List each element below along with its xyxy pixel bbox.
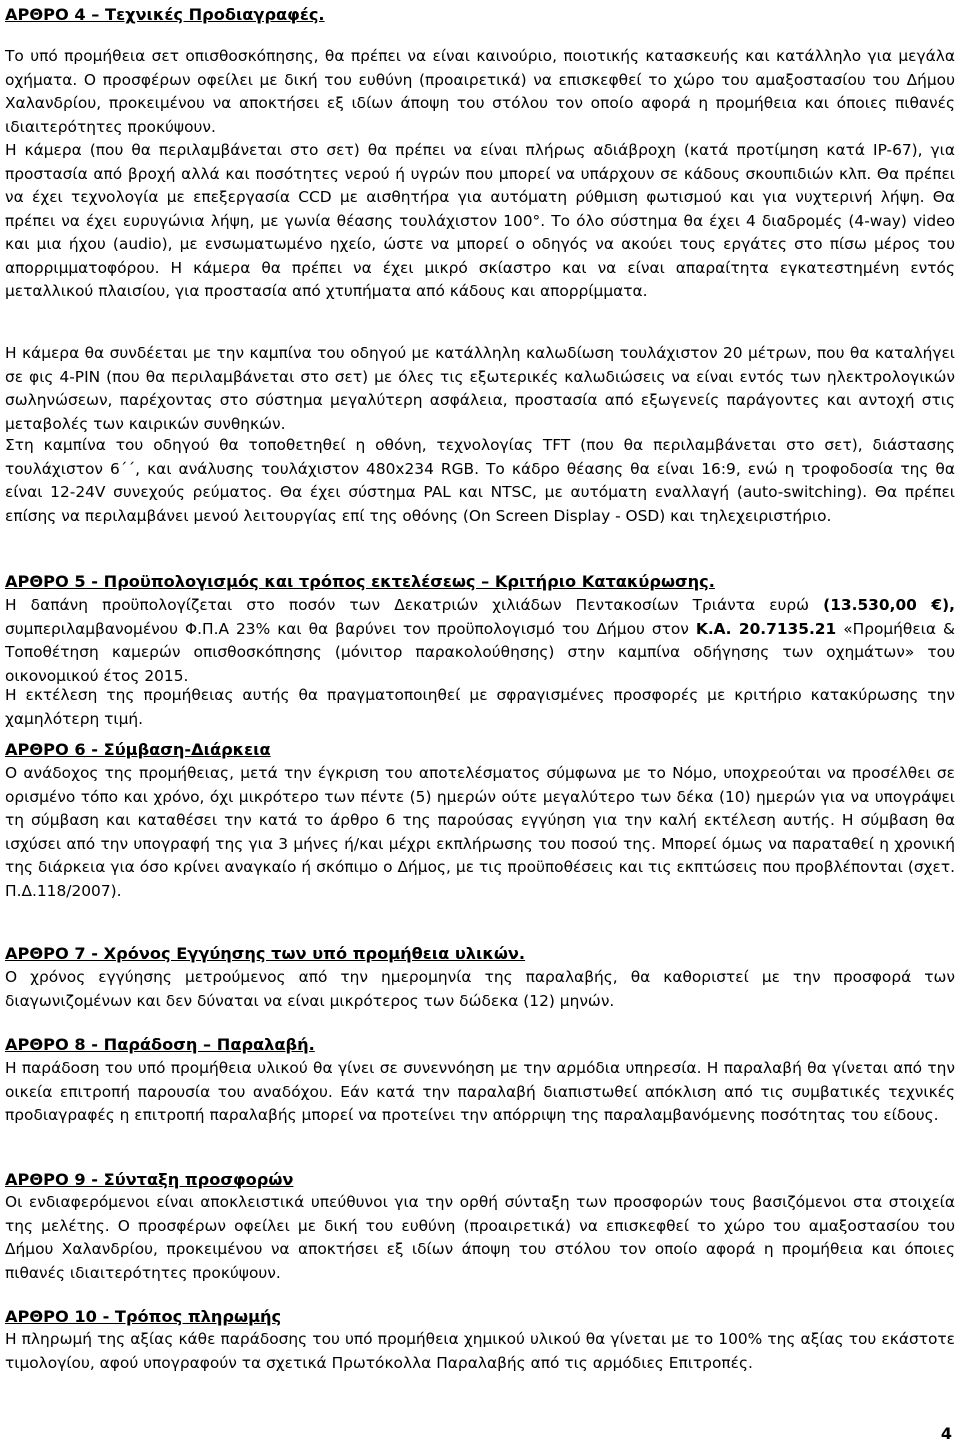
article-4-paragraph-3: Η κάμερα θα συνδέεται με την καμπίνα του οδηγού με κατάλληλη καλωδίωση τουλάχιστον 20 μέτρων, που θα καταλήγει σε φις 4-PIN (που θα περιλαμβάνεται στο σετ) με όλες τις εξωτερικές καλωδιώσεις να είναι εντός των ηλεκτρολογικών σωληνώσεων, παρέχοντας στο σύστημα μεγαλύτερη ασφάλεια, προστασία από εξωγενείς παράγοντες και αντοχή στις μεταβολές των καιρικών συνθηκών. [5,344,955,433]
article-5-text-a: Η δαπάνη προϋπολογίζεται στο ποσόν των Δεκατριών χιλιάδων Πεντακοσίων Τριάντα ευρώ [5,596,824,614]
article-10-paragraph: Η πληρωμή της αξίας κάθε παράδοσης του υπό προμήθεια χημικού υλικού θα γίνεται με το 100% της αξίας του εκάστοτε τιμολογίου, αφού υπογραφούν τα σχετικά Πρωτόκολλα Παραλαβής από τις αρμόδιες Επιτροπές. [5,1330,955,1372]
article-7-paragraph: Ο χρόνος εγγύησης μετρούμενος από την ημερομηνία της παραλαβής, θα καθοριστεί με την προσφορά των διαγωνιζομένων και δεν δύναται να είναι μικρότερος των δώδεκα (12) μηνών. [5,968,955,1010]
article-5-paragraph-1 [5,594,955,688]
article-6-paragraph: Ο ανάδοχος της προμήθειας, μετά την έγκριση του αποτελέσματος σύμφωνα με το Νόμο, υποχρεούται να προσέλθει σε ορισμένο τόπο και χρόνο, όχι μικρότερο των πέντε (5) ημερών ούτε μεγαλύτερο των δέκα (10) ημερών για να υπογράψει τη σύμβαση και καταθέσει την κατά το άρθρο 6 της παρούσας εγγύηση για την καλή εκτέλεση αυτής. Η σύμβαση θα ισχύσει από την υπογραφή της για 3 μήνες ή/και μέχρι εκπλήρωσης του ποσού της. Μπορεί όμως να παραταθεί η χρονική της διάρκεια για όσο κρίνει αναγκαίο ή σκόπιμο ο Δήμος, με τις προϋποθέσεις και τις εκπτώσεις που προβλέπονται (σχετ. Π.Δ.118/2007). [5,764,955,900]
article-8-paragraph: Η παράδοση του υπό προμήθεια υλικού θα γίνει σε συνεννόηση με την αρμόδια υπηρεσία. Η παραλαβή θα γίνεται από την οικεία επιτροπή παρουσία του αναδόχου. Εάν κατά την παραλαβή διαπιστωθεί απόκλιση από τις συμβατικές τεχνικές προδιαγραφές η επιτροπή παραλαβής μπορεί να προτείνει την απόρριψη της παραλαμβανόμενης ποσότητας του είδους. [5,1059,955,1124]
article-4-paragraph-1: Το υπό προμήθεια σετ οπισθοσκόπησης, θα πρέπει να είναι καινούριο, ποιοτικής κατασκευής και κατάλληλο για μεγάλα οχήματα. Ο προσφέρων οφείλει με δική του ευθύνη (προαιρετικά) να επισκεφθεί το χώρο του αμαξοστασίου του Δήμου Χαλανδρίου, προκειμένου να αποκτήσει εξ ιδίων άποψη του στόλου τον οποίο αφορά η προμήθεια και όποιες πιθανές ιδιαιτερότητες προκύψουν. [5,47,955,136]
article-4-heading: ΑΡΘΡΟ 4 – Τεχνικές Προδιαγραφές. [5,5,325,24]
article-5-text-b: συμπεριλαμβανομένου Φ.Π.Α 23% και θα βαρύνει τον προϋπολογισμό του Δήμου στον [5,619,696,638]
article-10-heading: ΑΡΘΡΟ 10 - Τρόπος πληρωμής [5,1307,282,1326]
article-7-heading: ΑΡΘΡΟ 7 - Χρόνος Εγγύησης των υπό προμήθεια υλικών. [5,944,526,963]
article-5-amount: (13.530,00 €), [823,596,956,614]
article-5-text-c: «Προμήθεια & Τοποθέτηση καμερών οπισθοσκόπησης (μόνιτορ παρακολούθησης) στην καμπίνα οδήγησης των οχημάτων» του οικονομικού έτος 2015. [5,619,955,685]
article-4-paragraph-2: Η κάμερα (που θα περιλαμβάνεται στο σετ) θα πρέπει να είναι πλήρως αδιάβροχη (κατά προτίμηση κατά IP-67), για προστασία από βροχή αλλά και ποσότητες νερού ή υγρών που μπορεί να υπάρχουν σε κάδους σκουπιδιών κλπ. Θα πρέπει να έχει τεχνολογία με επεξεργασία CCD με αισθητήρα για αυτόματη ρύθμιση φωτισμού και για νυχτερινή λήψη. Θα πρέπει να έχει ευρυγώνια λήψη, με γωνία θέασης τουλάχιστον 100°. Το όλο σύστημα θα έχει 4 διαδρομές (4-way) video και μια ήχου (audio), με ενσωματωμένο ηχείο, ώστε να μπορεί ο οδηγός να ακούει τους εργάτες στο πίσω μέρος του απορριμματοφόρου. Η κάμερα θα πρέπει να έχει μικρό σκίαστρο και να είναι απαραίτητα εγκατεστημένη εντός μεταλλικού πλαισίου, για προστασία από χτυπήματα από κάδους και απορρίμματα. [5,141,955,300]
article-5-paragraph-2: Η εκτέλεση της προμήθειας αυτής θα πραγματοποιηθεί με σφραγισμένες προσφορές με κριτήριο κατακύρωσης την χαμηλότερη τιμή. [5,686,955,728]
page-number: 4 [940,1424,952,1443]
article-4-paragraph-4: Στη καμπίνα του οδηγού θα τοποθετηθεί η οθόνη, τεχνολογίας TFT (που θα περιλαμβάνεται στο σετ), διάστασης τουλάχιστον 6΄΄, και ανάλυσης τουλάχιστον 480x234 RGB. Το κάδρο θέασης θα είναι 16:9, ενώ η τροφοδοσία της θα είναι 12-24V συνεχούς ρεύματος. Θα έχει σύστημα PAL και NTSC, με αυτόματη εναλλαγή (auto-switching). Θα πρέπει επίσης να περιλαμβάνει μενού λειτουργίας επί της οθόνης (On Screen Display - OSD) και τηλεχειριστήριο. [5,436,955,525]
article-5-heading: ΑΡΘΡΟ 5 - Προϋπολογισμός και τρόπος εκτελέσεως – Κριτήριο Κατακύρωσης. [5,572,715,591]
article-8-heading: ΑΡΘΡΟ 8 - Παράδοση – Παραλαβή. [5,1035,315,1054]
article-6-heading: ΑΡΘΡΟ 6 - Σύμβαση-Διάρκεια [5,740,271,759]
article-9-heading: ΑΡΘΡΟ 9 - Σύνταξη προσφορών [5,1170,294,1189]
article-9-paragraph: Οι ενδιαφερόμενοι είναι αποκλειστικά υπεύθυνοι για την ορθή σύνταξη των προσφορών τους βασιζόμενοι στα στοιχεία της μελέτης. Ο προσφέρων οφείλει με δική του ευθύνη (προαιρετικά) να επισκεφθεί το χώρο του αμαξοστασίου του Δήμου Χαλανδρίου, προκειμένου να αποκτήσει εξ ιδίων άποψη του στόλου τον οποίο αφορά η προμήθεια και όποιες πιθανές ιδιαιτερότητες προκύψουν. [5,1193,955,1282]
article-5-budget-code: Κ.Α. 20.7135.21 [695,619,837,638]
